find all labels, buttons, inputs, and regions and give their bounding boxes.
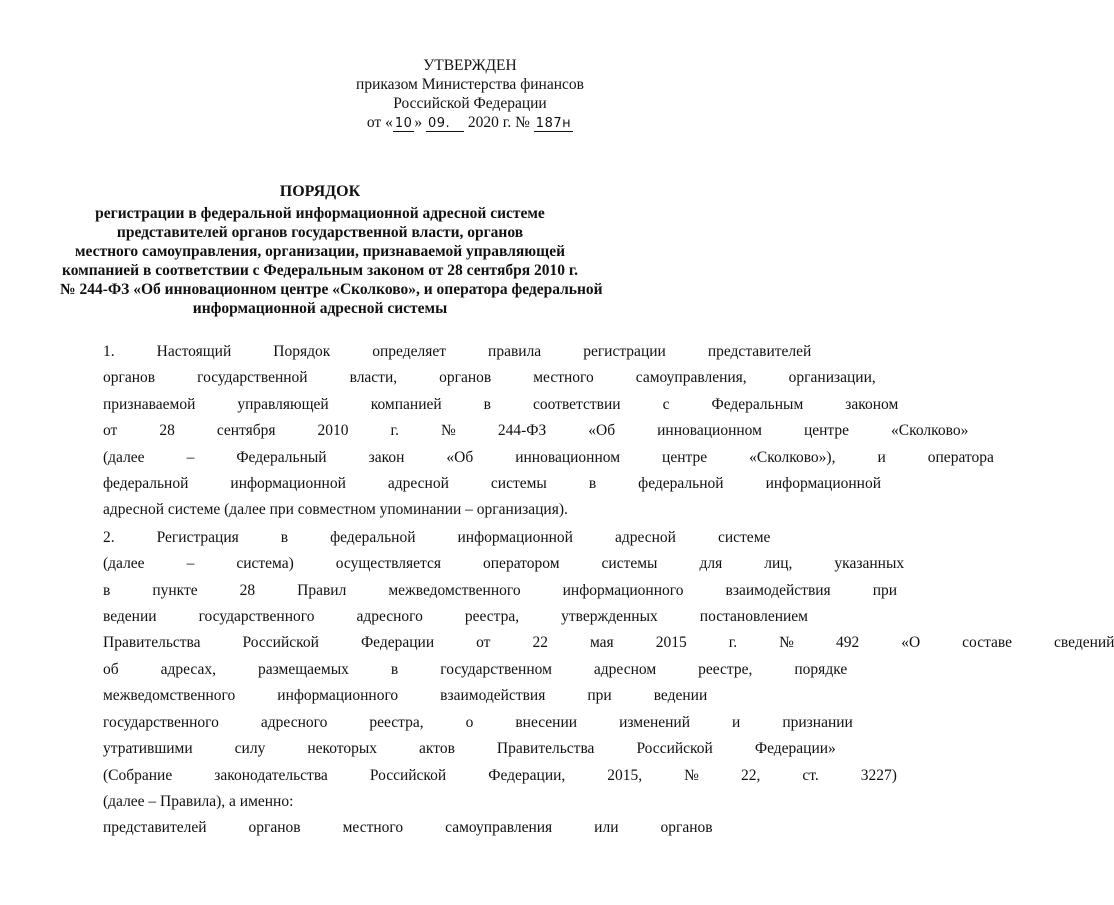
paragraph-line: признаваемой управляющей компанией в соответствии с Федеральным законом <box>103 395 899 413</box>
paragraph-line: (далее – Правила), а именно: <box>103 792 294 810</box>
approval-day-handwritten: 10 <box>394 116 413 131</box>
paragraph-line: адресной системе (далее при совместном упоминании – организация). <box>103 501 568 519</box>
paragraph-line: в пункте 28 Правил межведомственного информационного взаимодействия при <box>103 581 898 599</box>
paragraph-line: от 28 сентября 2010 г. № 244-ФЗ «Об инновационном центре «Сколково» <box>103 422 969 440</box>
title-line: компанией в соответствии с Федеральным законом от 28 сентября 2010 г. <box>61 262 578 279</box>
paragraph-1 <box>61 339 994 524</box>
document-title-block <box>60 182 603 318</box>
title-line: местного самоуправления, организации, признаваемой управляющей <box>74 243 566 260</box>
title-line: регистрации в федеральной информационной адресной системе <box>95 205 545 222</box>
approval-date-line <box>340 113 600 132</box>
paragraph-line: межведомственного информационного взаимодействия при ведении <box>103 687 708 705</box>
paragraph-line: 1. Настоящий Порядок определяет правила регистрации представителей <box>103 343 812 360</box>
title-line: представителей органов государственной власти, органов <box>116 224 524 241</box>
approval-country-line: Российской Федерации <box>393 95 547 112</box>
paragraph-line: органов государственной власти, органов местного самоуправления, организации, <box>103 369 876 387</box>
document-body <box>61 339 1114 842</box>
paragraph-line: утратившими силу некоторых актов Правительства Российской Федерации» <box>103 740 836 758</box>
paragraph-3 <box>61 815 713 841</box>
paragraph-line: (далее – Федеральный закон «Об инновационном центре «Сколково»), и оператора <box>103 448 994 466</box>
paragraph-line: (Собрание законодательства Российской Федерации, 2015, № 22, ст. 3227) <box>103 766 897 784</box>
paragraph-line: ведении государственного адресного реестра, утвержденных постановлением <box>103 608 808 626</box>
paragraph-line: государственного адресного реестра, о внесении изменений и признании <box>103 713 853 731</box>
paragraph-line: 2. Регистрация в федеральной информационной адресной системе <box>103 528 771 546</box>
approval-year-text: 2020 г. № <box>467 114 530 131</box>
title-line: информационной адресной системы <box>192 300 448 317</box>
approval-date-mid: » <box>414 114 423 131</box>
paragraph-line: представителей органов местного самоуправления или органов <box>103 819 713 837</box>
approval-approved-label: УТВЕРЖДЕН <box>423 57 517 74</box>
paragraph-line: федеральной информационной адресной системы в федеральной информационной <box>103 475 882 493</box>
approval-number-handwritten: 187н <box>535 116 572 131</box>
approval-stamp-block <box>340 56 600 132</box>
approval-order-line: приказом Министерства финансов <box>356 76 584 93</box>
paragraph-line: об адресах, размещаемых в государственном адресном реестре, порядке <box>103 660 848 678</box>
document-heading: ПОРЯДОК <box>279 183 361 200</box>
paragraph-line: (далее – система) осуществляется оператором системы для лиц, указанных <box>103 555 905 573</box>
paragraph-2 <box>61 525 1114 815</box>
approval-date-prefix: от « <box>366 114 393 131</box>
title-line: № 244-ФЗ «Об инновационном центре «Сколково», и оператора федеральной <box>60 281 603 298</box>
paragraph-line: Правительства Российской Федерации от 22 мая 2015 г. № 492 «О составе сведений <box>103 634 1114 652</box>
approval-month-handwritten: 09. <box>426 117 464 132</box>
